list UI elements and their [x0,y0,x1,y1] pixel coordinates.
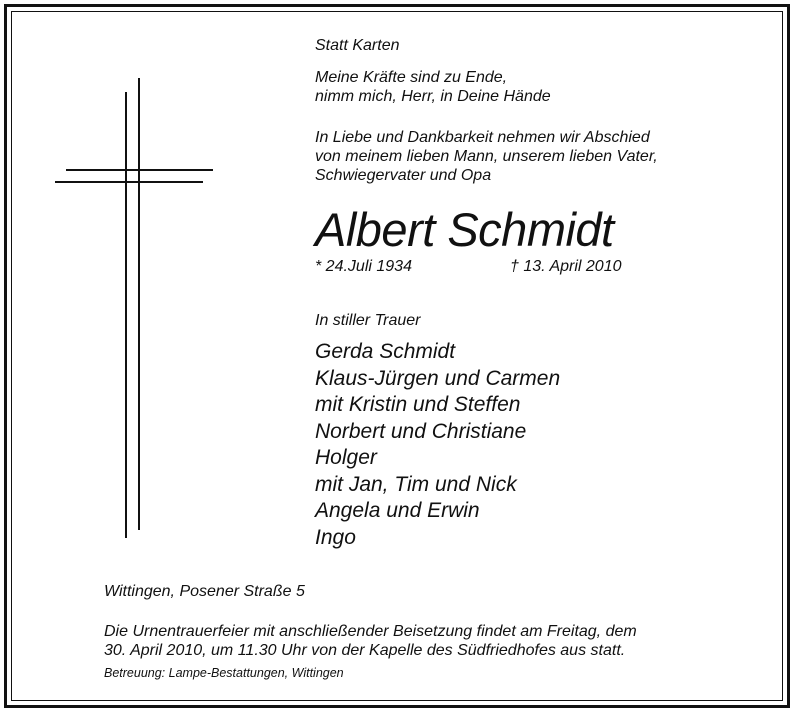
mourner-name: Klaus-Jürgen und Carmen [315,366,561,390]
intro-line: von meinem lieben Mann, unserem lieben Vater, [315,148,658,165]
intro-line: Schwiegervater und Opa [315,167,492,184]
mourners-heading: In stiller Trauer [315,312,421,329]
funeral-home: Betreuung: Lampe-Bestattungen, Wittingen [104,666,344,680]
ceremony-line: 30. April 2010, um 11.30 Uhr von der Kapelle des Südfriedhofes aus statt. [104,642,626,659]
verse-line: Meine Kräfte sind zu Ende, [315,69,508,86]
death-date: † 13. April 2010 [510,258,622,275]
mourner-name: mit Jan, Tim und Nick [315,472,517,496]
mourners-list [315,339,560,551]
birth-date: * 24.Juli 1934 [315,258,412,275]
ceremony-line: Die Urnentrauerfeier mit anschließender Beisetzung findet am Freitag, dem [104,623,637,640]
mourner-name: Norbert und Christiane [315,419,527,443]
deceased-name: Albert Schmidt [315,203,614,256]
mourner-name: mit Kristin und Steffen [315,393,521,416]
intro-text [315,128,658,185]
mourner-name: Angela und Erwin [315,499,480,522]
mourner-name: Holger [315,446,377,469]
mourner-name: Gerda Schmidt [315,340,456,363]
statt-karten: Statt Karten [315,37,400,54]
verse [315,68,551,106]
address: Wittingen, Posener Straße 5 [104,583,305,600]
ceremony-info [104,622,637,660]
verse-line: nimm mich, Herr, in Deine Hände [315,88,551,105]
intro-line: In Liebe und Dankbarkeit nehmen wir Abschied [315,129,650,146]
mourner-name: Ingo [315,525,356,549]
